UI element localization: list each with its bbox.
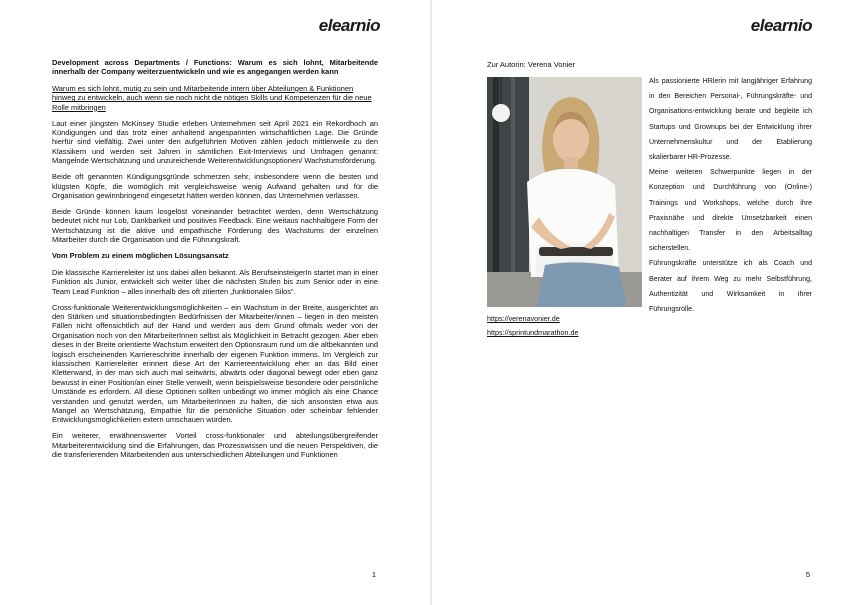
page-number: 5 (805, 570, 810, 579)
website-link-verenavonier[interactable]: https://verenavonier.de (487, 314, 560, 323)
paragraph-2: Beide oft genannten Kündigungsgründe schmerzen sehr, insbesondere wenn die besten und klügsten Köpfe, die womöglich mit vergleichsweise wenig Aufwand gehalten und für die Organisation gewinnbringend eingesetzt hätten werden können, das Unternehmen verlassen. (52, 172, 378, 201)
article-content (52, 58, 378, 466)
paragraph-6: Ein weiterer, erwähnenswerter Vorteil cross-funktionaler und abteilungsübergreifender Mitarbeiterentwicklung sind die Erfahrungen, das Prozesswissen und die neuen Perspektiven, die die transferierenden Mitarbeitenden aus unterschiedlichen Abteilungen und Funktionen (52, 431, 378, 460)
elearnio-logo: elearnio (750, 16, 812, 35)
paragraph-3: Beide Gründe können kaum losgelöst voneinander betrachtet werden, denn Wertschätzung bedeutet nicht nur Lob, Dankbarkeit und positives Feedback. Eine weitaus nachhaltigere Form der Wertschätzung ist die aktive und empathische Förderung des Wachstums der einzelnen Mitarbeiter durch die Organisation und die Führungskraft. (52, 207, 378, 245)
paragraph-4: Die klassische Karriereleiter ist uns dabei allen bekannt. Als BerufseinsteigerIn startet man in einer Funktion als Junior, entwickelt sich weiter über die nächsten Stufen bis zum Senior oder in eine Team Lead Funktion – alles innerhalb des oft zitierten „funktionalen Silos“. (52, 267, 378, 296)
document-page-right (432, 0, 862, 605)
page-number: 1 (371, 570, 376, 579)
section-heading: Vom Problem zu einem möglichen Lösungsansatz (52, 251, 229, 261)
author-bio (649, 74, 812, 317)
article-subheading: Warum es sich lohnt, mutig zu sein und Mitarbeitende intern über Abteilungen & Funktionen hinweg zu entwickeln, auch wenn sie noch nicht die nötigen Skills und Kompetenzen für die neue Rolle mitbringen (52, 83, 372, 112)
paragraph-5: Cross-funktionale Weiterentwicklungsmöglichkeiten – ein Wachstum in der Breite, ausgerichtet an den Stärken und situationsbedingten Bedürfnissen der Mitarbeiter/innen – liegen in den meisten Fällen nicht offensichtlich auf der Hand und werden aus dem Grund oftmals weder von der Organisation noch von den MitarbeiterInnen selbst als Möglichkeit in Betracht gezogen. Aber eben dieses in der Breite orientierte Wachstum erweitert den Optionsraum rund um die altbekannten und logisch erscheinenden Karriereschritte innerhalb der eigenen Funktion immens. Im Vergleich zur klassischen Karriereleiter erinnert diese Art der Karriereentwicklung eher an das Bild einer Kletterwand, in der man sich auch mal seitwärts, abwärts oder diagonal bewegt oder eben ganz bewusst in einer Position/an einer Stelle verweilt, wenn beispielsweise besondere oder persönliche Umstände es erfordern. All diese Optionen sollten unbedingt wo immer möglich als eine Chance verstanden und genutzt werden, um MitarbeiterInnen zu halten, die sich ansonsten etwa aus Mangel an Wertschätzung, Empathie für die persönliche Situation oder scheinbar fehlender Entwicklungsmöglichkeiten extern umschauen würden. (52, 302, 378, 425)
website-link-sprintundmarathon[interactable]: https://sprintundmarathon.de (487, 328, 579, 337)
elearnio-logo: elearnio (318, 16, 380, 35)
document-page-left (0, 0, 430, 605)
author-photo (487, 77, 642, 307)
author-title: Zur Autorin: Verena Vonier (487, 60, 575, 69)
paragraph-1: Laut einer jüngsten McKinsey Studie erleben Unternehmen seit April 2021 ein Rekordhoch an Kündigungen und das trotz einer anhaltend angespannten wirtschaftlichen Lage. Die Gründe hierfür sind vielfältig. Zwei unter den aufgeführten Motiven zählen jedoch mittlerweile zu den Klassikern und werden seit Jahren in sämtlichen Exit-Interviews und Umfragen genannt: Mangelnde Wertschätzung und unzureichende Weiterentwicklungsoptionen/ Wachstumsförderung. (52, 118, 378, 166)
author-photo-illustration (487, 77, 642, 307)
bio-paragraph-2: Meine weiteren Schwerpunkte liegen in der Konzeption und Durchführung von (Online-) Trainings und Workshops, welche durch ihre Praxisnähe und direkte Umsetzbarkeit einen nachhaltigen Transfer in den Arbeitsalltag sicherstellen. (649, 169, 812, 253)
bio-paragraph-3: Führungskräfte unterstütze ich als Coach und Berater auf ihrem Weg zu mehr Selbstführung, Authentizität und Wirksamkeit in ihrer Führungsrolle. (649, 260, 812, 314)
article-heading: Development across Departments / Functions: Warum es sich lohnt, Mitarbeitende innerhalb der Company weiterzuentwickeln und wie es angegangen werden kann (52, 58, 378, 77)
bio-paragraph-1: Als passionierte HRlerin mit langjähriger Erfahrung in den Bereichen Personal-, Führungskräfte- und Organisations-entwicklung berate und begleite ich Startups und Grownups bei der Entwicklung ihrer Unternehmenskultur und der Etablierung skalierbarer HR-Prozesse. (649, 78, 812, 162)
